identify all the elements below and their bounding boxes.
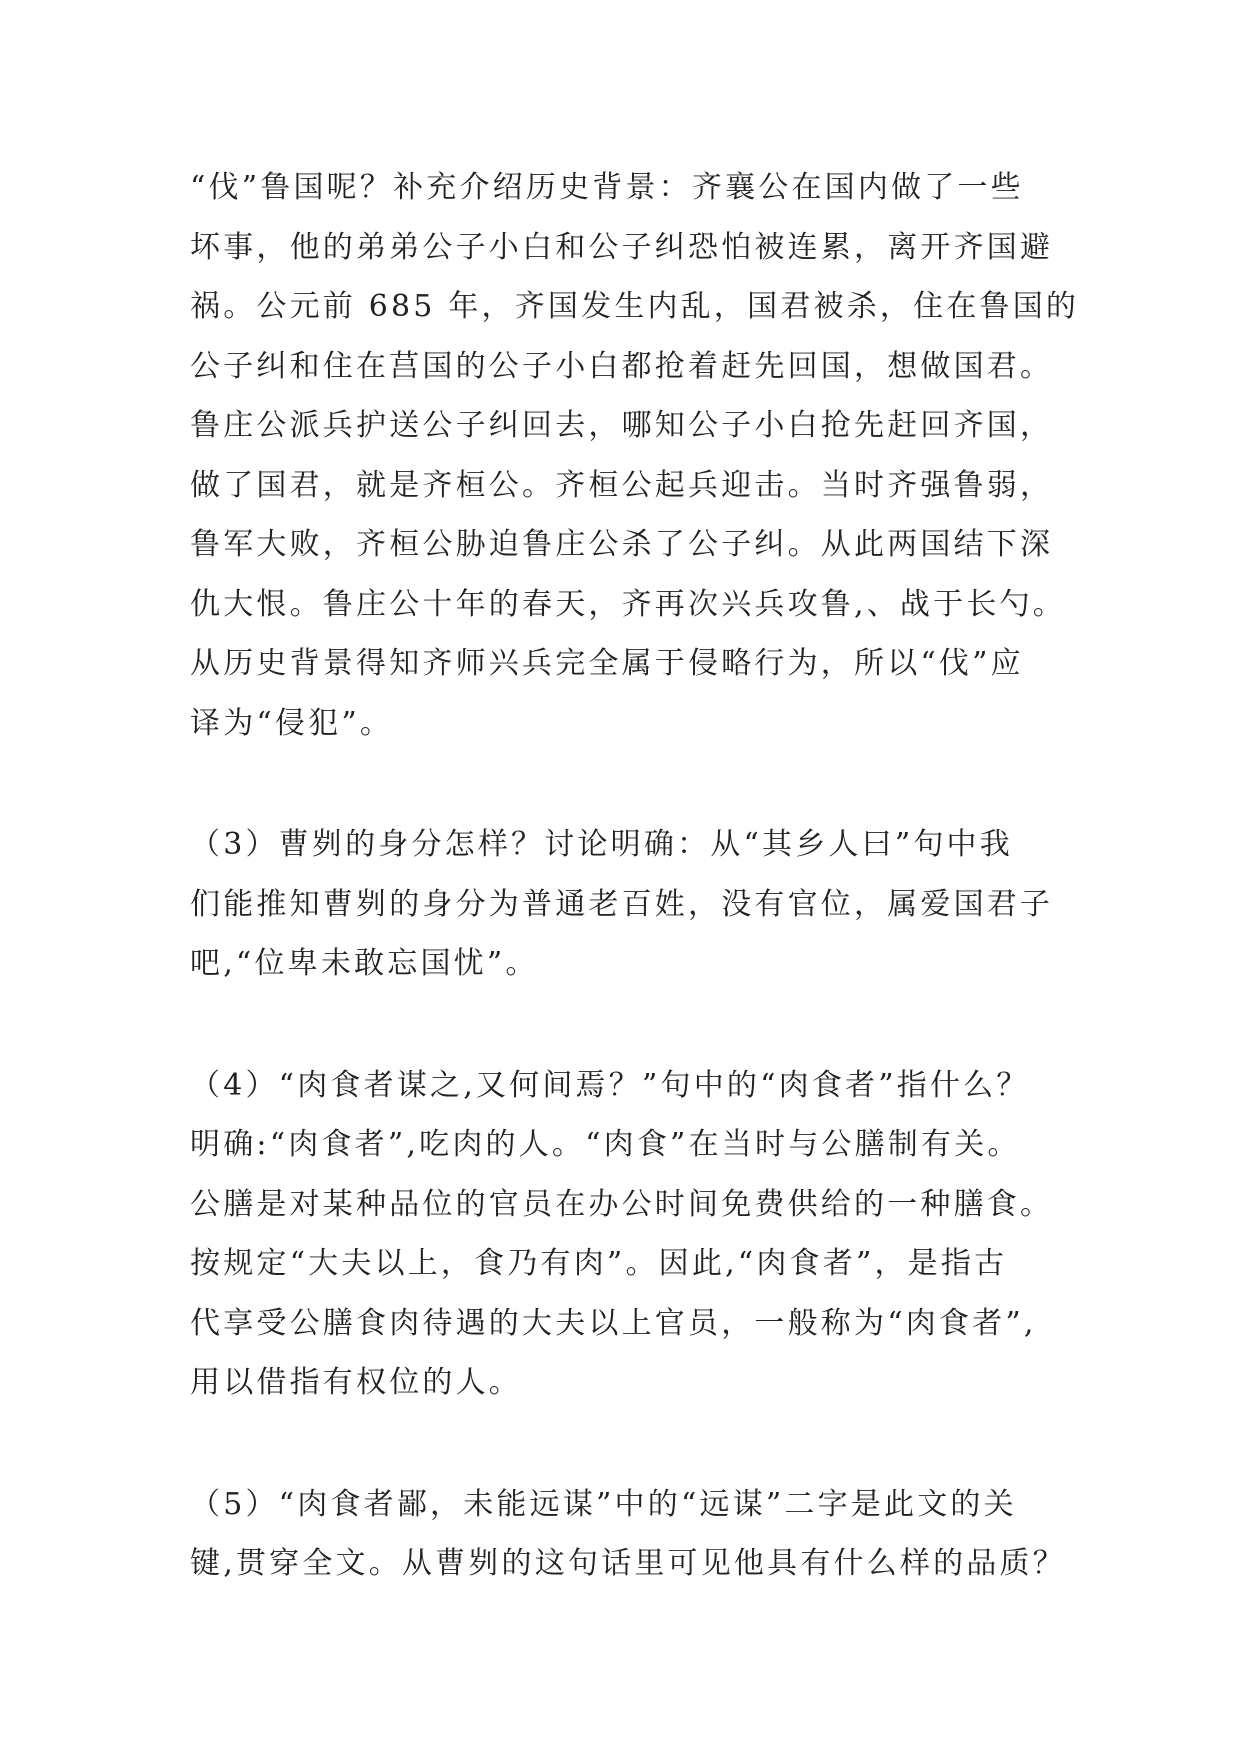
paragraph-gap xyxy=(190,753,1070,815)
text-line: （3）曹刿的身分怎样？讨论明确：从“其乡人曰”句中我 xyxy=(190,827,1013,862)
text-line: 做了国君，就是齐桓公。齐桓公起兵迎击。当时齐强鲁弱， xyxy=(190,467,1054,503)
text-line: 鲁庄公派兵护送公子纠回去，哪知公子小白抢先赶回齐国， xyxy=(190,408,1054,443)
paragraph-question-5 xyxy=(190,1475,1070,1594)
text-line: 吧,“位卑未敢忘国忧”。 xyxy=(190,946,539,981)
paragraph-historical-background xyxy=(190,158,1080,753)
paragraph-gap xyxy=(190,1413,1070,1475)
text-line: 代享受公膳食肉待遇的大夫以上官员，一般称为“肉食者”, xyxy=(190,1305,1037,1341)
text-line: 们能推知曹刿的身分为普通老百姓，没有官位，属爱国君子 xyxy=(190,886,1054,922)
text-line: （5）“肉食者鄙，未能远谋”中的“远谋”二字是此文的关 xyxy=(190,1486,1017,1522)
text-line: 仇大恨。鲁庄公十年的春天，齐再次兴兵攻鲁,、战于长勺。 xyxy=(190,586,1066,622)
paragraph-question-4 xyxy=(190,1056,1070,1413)
text-line: （4）“肉食者谋之,又何间焉？”句中的“肉食者”指什么？ xyxy=(190,1067,1030,1103)
text-line: 明确:“肉食者”,吃肉的人。“肉食”在当时与公膳制有关。 xyxy=(190,1127,1021,1162)
text-line: 鲁军大败，齐桓公胁迫鲁庄公杀了公子纠。从此两国结下深 xyxy=(190,527,1054,562)
text-line: 用以借指有权位的人。 xyxy=(190,1365,522,1400)
text-line: 从历史背景得知齐师兴兵完全属于侵略行为，所以“伐”应 xyxy=(190,646,1024,681)
text-line: 公膳是对某种品位的官员在办公时间免费供给的一种膳食。 xyxy=(190,1186,1054,1222)
text-line: 键,贯穿全文。从曹刿的这句话里可见他具有什么样的品质？ xyxy=(190,1546,1066,1581)
text-line: 公子纠和住在莒国的公子小白都抢着赶先回国，想做国君。 xyxy=(190,348,1054,384)
text-line: “伐”鲁国呢？补充介绍历史背景：齐襄公在国内做了一些 xyxy=(190,170,1024,205)
text-line: 坏事，他的弟弟公子小白和公子纠恐怕被连累，离开齐国避 xyxy=(190,229,1054,265)
document-body xyxy=(190,158,1080,1594)
text-line: 祸。公元前 685 年，齐国发生内乱，国君被杀，住在鲁国的 xyxy=(190,289,1080,324)
text-line: 译为“侵犯”。 xyxy=(190,705,394,741)
paragraph-gap xyxy=(190,994,1070,1056)
text-line: 按规定“大夫以上，食乃有肉”。因此,“肉食者”，是指古 xyxy=(190,1246,1008,1281)
paragraph-question-3 xyxy=(190,815,1070,994)
